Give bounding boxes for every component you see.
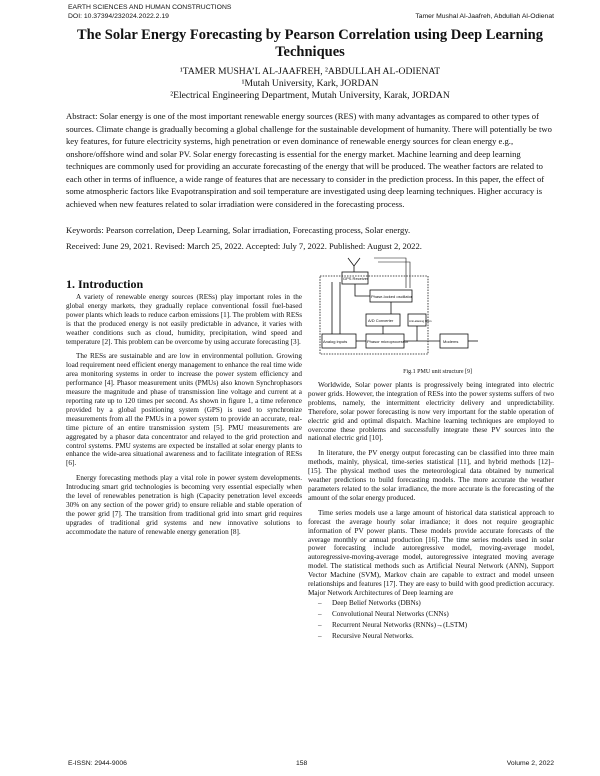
keywords: Keywords: Pearson correlation, Deep Learning, Solar irradiation, Forecasting process, Solar energy. <box>66 225 411 235</box>
page-header <box>68 4 554 21</box>
list-item: – Convolutional Neural Networks (CNNs) <box>318 610 554 619</box>
antenna-icon <box>348 258 360 272</box>
paragraph: Worldwide, Solar power plants is progressively being integrated into electric power grids. However, the integration of RESs into the power systems suffers of two problems, namely, the intermittent electricity delivery and unpredictability. Therefore, solar power forecasting is now very important for the stable operation of electric grid and optimal dispatch. Machine learning techniques are employed to overcome these problems and successfully integrate these PV sources into the national electric grid [10]. <box>308 381 554 443</box>
affiliation-1: ¹Mutah University, Kark, JORDAN <box>241 78 379 89</box>
figure-caption: Fig.1 PMU unit structure [9] <box>403 369 472 375</box>
issn: E-ISSN: 2944-9006 <box>68 760 127 767</box>
list-item: – Recursive Neural Networks. <box>318 632 554 641</box>
gps-label: GPS Receiver <box>343 276 369 281</box>
page-number: 158 <box>296 760 308 767</box>
inputs-label: Analog inputs <box>323 339 348 344</box>
paper-title: The Solar Energy Forecasting by Pearson Correlation using Deep Learning Techniques <box>76 27 543 60</box>
doi: DOI: 10.37394/232024.2022.2.19 <box>68 12 169 20</box>
left-column <box>66 277 302 543</box>
volume: Volume 2, 2022 <box>506 760 554 767</box>
dates: Received: June 29, 2021. Revised: March 25, 2022. Accepted: July 7, 2022. Published: August 2, 2022. <box>66 240 422 251</box>
section-heading: 1. Introduction <box>66 277 144 291</box>
paragraph: In literature, the PV energy output forecasting can be classified into three main methods, mainly, physical, time-series statistical [11], and hybrid methods [12]– [15]. The physical method uses the meteorological data obtained by numerical weather predictions to build forecasting models. The more accurate the weather parameters related to the solar irradiance, the more accurate is the forecasting of the amount of the solar energy produced. <box>308 449 554 502</box>
author-names: ¹TAMER MUSHA’L AL-JAAFREH, ²ABDULLAH AL-ODIENAT <box>179 66 441 77</box>
converter-label: A/D Converter <box>368 318 394 323</box>
modem-label: Modems <box>443 339 459 344</box>
paragraph: The RESs are sustainable and are low in environmental pollution. Growing load requirement need efficient energy management to enhance the real time wide area monitoring systems in order to increase the power system efficiency and performance [4]. Phasor measurement units (PMUs) also known Synchrophasors measure the magnitude and phase of transmission line voltage and current at a reporting rate up to 120 times per second. As shown in figure 1, a time reference provided by a global positioning system (GPS) is used to synchronize measurements from all the PMUs in a power system to provide an accurate, real-time picture of an entire transmission system [5]. PMU measurements are aggregated by a phasor data concentrator and relayed to the grid protection and control systems. PMU systems are expected be installed at solar energy plants to enhance the wide-area situational awareness and to facilitate integration of RESs [6]. <box>66 352 302 468</box>
author-block <box>70 66 550 102</box>
keywords-block <box>66 224 554 255</box>
list-item: – Recurrent Neural Networks (RNNs)→(LSTM) <box>318 621 554 630</box>
abstract <box>66 110 554 210</box>
paragraph: Energy forecasting methods play a vital role in power system developments. Introducing smart grid technologies is becoming very essential especially when the level of renewables penetration is high (Capacity penetration level exceeds 30% on any section of the power grid) to ensure reliable and stable operation of the power grid [7]. The transition from traditional grid into smart grid requires upgrades of traditional grid systems and new innovative solutions to accommodate the nature of renewable energy generation [8]. <box>66 474 302 536</box>
affiliation-2: ²Electrical Engineering Department, Mutah University, Karak, JORDAN <box>170 90 450 101</box>
running-authors: Tamer Mushal Al-Jaafreh, Abdullah Al-Odienat <box>415 12 554 20</box>
network-list <box>308 599 554 641</box>
abstract-text: Abstract: Solar energy is one of the most important renewable energy sources (RES) with many advantages as compared to other types of sources. Climate change is gradually becoming a global challenge for the sustainable development of humanity. There will potentially be two key features, for future electricity systems, high penetration or even dominance of renewable energy sources for clean energy e.g., onshore/offshore wind and solar PV. Solar energy forecasting is essential for the energy market. Machine learning and deep learning techniques are commonly used for providing an accurate forecasting of the energy that will be produced. The weather factors are related to each other in terms of influence, a wide range of features that are necessary to consider in the prediction process. In this paper, the effect of some atmospheric factors like Evapotranspiration and soil temperature are investigated using deep learning techniques. Higher accuracy is achieved when new features related to solar irradiation were considered in the forecasting process. <box>66 111 552 209</box>
pll-label: Phase-locked oscillator <box>371 294 413 299</box>
journal-name: EARTH SCIENCES AND HUMAN CONSTRUCTIONS <box>68 4 232 11</box>
page-footer <box>68 760 554 767</box>
antialias-label: Anti-aliasing filters <box>409 319 432 323</box>
pmu-diagram <box>312 252 554 370</box>
pmu-figure <box>312 252 554 378</box>
paragraph: Time series models use a large amount of historical data statistical approach to forecast the average hourly solar irradiance; it does not require geographic information of PV power plants. These models provide accurate forecasts of the average monthly or annual production [16]. The time series models used in solar power forecasting include autoregressive model, moving-average model, autoregressive-moving-average model, autoregressive integrated moving average model. The statistical methods such as Artificial Neural Network (ANN), Support Vector Machine (SVM), Markov chain are capable to extract and model unseen relationships and features [17]. They are easy to build with good prediction accuracy. Major Network Architectures of Deep learning are <box>308 508 554 597</box>
processor-label: Phasor microprocessor <box>367 339 409 344</box>
right-column <box>308 381 554 642</box>
paragraph: A variety of renewable energy sources (RESs) play important roles in the global energy markets, they gradually replace conventional fossil fuel-based power plants which leads to reduce carbon emissions [1]. The problem with RESs is that the produced energy is not easily predictable in advance, it varies with weather conditions such as cloud, humidity, precipitation, wind speed and temperature [2]. This problem can be overcome by using accurate forecasting [3]. <box>66 293 302 346</box>
list-item: – Deep Belief Networks (DBNs) <box>318 599 554 608</box>
